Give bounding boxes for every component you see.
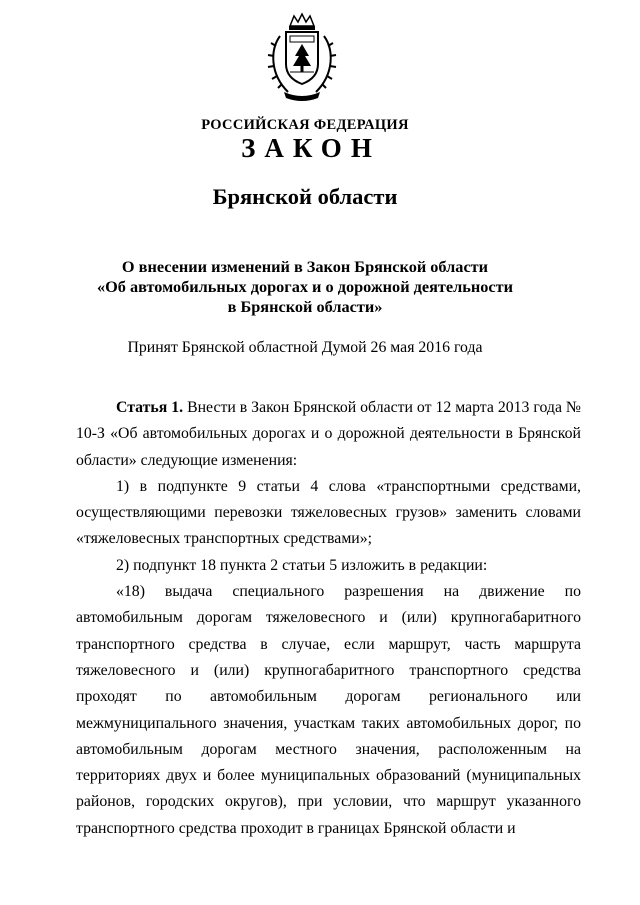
law-title-line: «Об автомобильных дорогах и о дорожной деятельности: [96, 277, 514, 296]
law-title-line: О внесении изменений в Закон Брянской области: [121, 257, 489, 276]
amendment-item-2-text: «18) выдача специального разрешения на движение по автомобильным дорогам тяжеловесного и (или) крупногабаритного транспортного средства в случае, если маршрут, часть маршрута тяжеловесного и (или) крупногабаритного транспортного средства проходят по автомобильным дорогам регионального или межмуниципального значения, участкам таких автомобильных дорог, по автомобильным дорогам местного значения, расположенным на территориях двух и более муниципальных образований (муниципальных районов, городских округов), при условии, что маршрут указанного транспортного средства проходит в границах Брянской области и: [76, 583, 581, 837]
document-type-heading: ЗАКОН: [241, 133, 381, 163]
law-title: [0, 257, 610, 317]
adoption-line: Принят Брянской областной Думой 26 мая 2016 года: [127, 339, 483, 356]
law-title-line: в Брянской области»: [227, 297, 383, 316]
amendment-item-1: 1) в подпункте 9 статьи 4 слова «транспортными средствами, осуществляющими перевозки тяжеловесных грузов» заменить словами «тяжеловесных транспортных средствами»;: [76, 477, 581, 548]
country-heading: РОССИЙСКАЯ ФЕДЕРАЦИЯ: [201, 117, 409, 133]
article-paragraph: [76, 395, 581, 474]
coat-of-arms-emblem: [262, 12, 342, 102]
article-intro: Внести в Закон Брянской области от 12 марта 2013 года № 10-З «Об автомобильных дорогах и о дорожной деятельности в Брянской области» следующие изменения:: [76, 399, 581, 469]
region-heading: Брянской области: [212, 184, 398, 209]
article-label: Статья 1.: [116, 399, 184, 416]
amendment-item-2: 2) подпункт 18 пункта 2 статьи 5 изложить в редакции:: [116, 556, 488, 574]
document-body: [76, 395, 581, 842]
